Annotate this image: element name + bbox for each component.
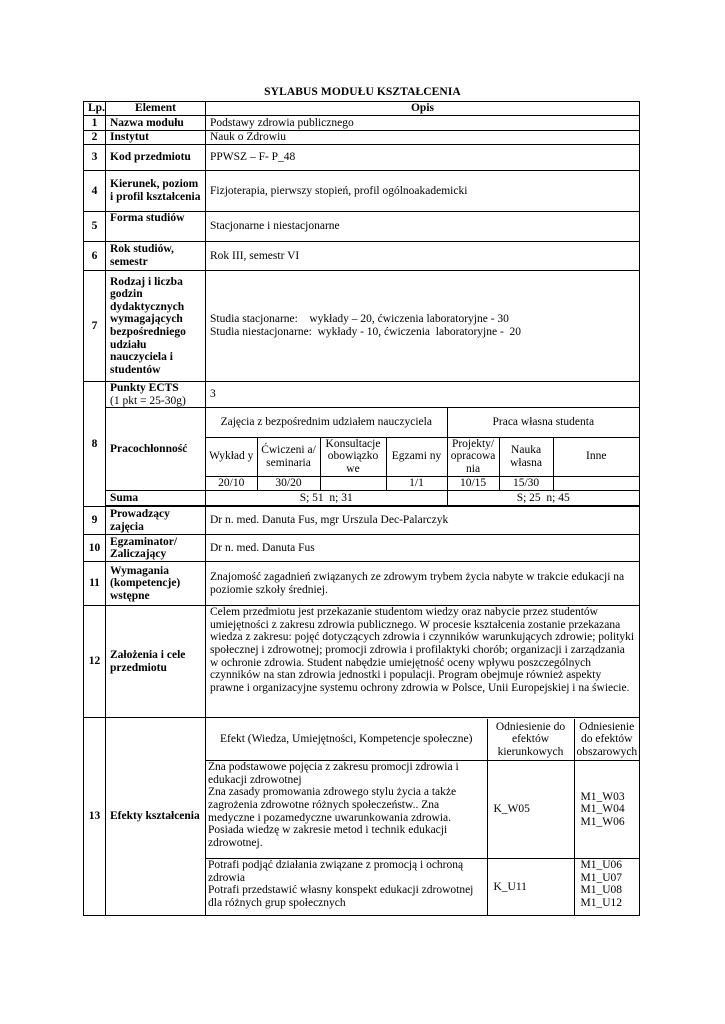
knowledge-outcome-text: Zna podstawowe pojęcia z zakresu promocji zdrowia i edukacji zdrowotnej Zna zasady promowania zdrowego stylu życia a także zagrożenia zdrowotne różnych społeczeństw.. Zna medyczne i pozamedyczne uwarunkowania zdrowia. Posiada wiedzę w zakresie metod i technik edukacji zdrowotnej. <box>206 761 487 859</box>
row-number: 10 <box>84 535 106 562</box>
sum-grid <box>206 491 640 506</box>
knowledge-field-ref: K_W05 <box>487 761 574 859</box>
row-number: 11 <box>84 562 106 606</box>
element-name: Efekty kształcenia <box>106 718 206 916</box>
element-name: Prowadzący zajęcia <box>106 507 206 535</box>
col-consultations: Konsultacje obowiązko we <box>320 437 386 476</box>
header-lp: Lp. <box>84 102 106 116</box>
val-self-learning: 15/30 <box>499 476 553 490</box>
col-other: Inne <box>553 437 639 476</box>
row-number: 2 <box>84 131 106 145</box>
header-row <box>84 102 640 116</box>
element-name: Forma studiów <box>106 212 206 242</box>
skills-field-ref: K_U11 <box>487 859 574 915</box>
row-2 <box>84 131 640 145</box>
col-projects: Projekty/ opracowa nia <box>447 437 499 476</box>
val-projects: 10/15 <box>447 476 499 490</box>
element-name: Rok studiów, semestr <box>106 242 206 271</box>
element-name: Wymagania (kompetencje) wstępne <box>106 562 206 606</box>
ects-label: Punkty ECTS <box>110 382 179 394</box>
element-name: Rodzaj i liczba godzin dydaktycznych wymagających bezpośredniego udziału nauczyciela i studentów <box>106 271 206 382</box>
row-number: 4 <box>84 171 106 212</box>
instructors-value: Dr n. med. Danuta Fus, mgr Urszula Dec-Palarczyk <box>206 507 640 535</box>
workload-grid <box>206 408 640 491</box>
row-7 <box>84 271 640 382</box>
year-semester-value: Rok III, semestr VI <box>206 242 640 271</box>
row-9 <box>84 507 640 535</box>
col-self-learning: Nauka własna <box>499 437 553 476</box>
hours-nonstationary: Studia niestacjonarne: wykłady - 10, ćwiczenia laboratoryjne - 20 <box>210 326 522 338</box>
module-name-value: Podstawy zdrowia publicznego <box>206 116 640 131</box>
self-study-group: Praca własna studenta <box>447 408 639 437</box>
row-number: 7 <box>84 271 106 382</box>
row-number: 3 <box>84 145 106 171</box>
area-outcome-header: Odniesienie do efektów obszarowych <box>574 719 639 761</box>
workload-label: Pracochłonność <box>106 408 206 491</box>
row-3 <box>84 145 640 171</box>
syllabus-table <box>83 101 640 916</box>
hours-stationary: Studia stacjonarne: wykłady – 20, ćwiczenia laboratoryjne - 30 <box>210 313 509 326</box>
outcome-header: Efekt (Wiedza, Umiejętności, Kompetencje społeczne) <box>206 719 487 761</box>
row-4 <box>84 171 640 212</box>
skills-outcome-text: Potrafi podjąć działania związane z promocją i ochroną zdrowia Potrafi przedstawić własny konspekt edukacji zdrowotnej dla różnych grup społecznych <box>206 859 487 915</box>
sum-direct-value: S; 51 n; 31 <box>206 491 447 505</box>
teaching-hours-value <box>206 271 640 382</box>
element-name: Instytut <box>106 131 206 145</box>
row-number: 1 <box>84 116 106 131</box>
row-5 <box>84 212 640 242</box>
direct-contact-group: Zajęcia z bezpośrednim udziałem nauczyciela <box>206 408 447 437</box>
field-outcome-header: Odniesienie do efektów kierunkowych <box>487 719 574 761</box>
row-10 <box>84 535 640 562</box>
val-lectures: 20/10 <box>206 476 257 490</box>
row-workload <box>84 408 640 491</box>
row-11 <box>84 562 640 606</box>
knowledge-area-ref: M1_W03 M1_W04 M1_W06 <box>574 761 639 859</box>
row-ects <box>84 382 640 408</box>
examiner-value: Dr n. med. Danuta Fus <box>206 535 640 562</box>
val-consultations <box>320 476 386 490</box>
row-number: 6 <box>84 242 106 271</box>
field-of-study-value: Fizjoterapia, pierwszy stopień, profil ogólnoakademicki <box>206 171 640 212</box>
row-6 <box>84 242 640 271</box>
row-number: 13 <box>84 718 106 916</box>
val-exams: 1/1 <box>386 476 447 490</box>
element-name: Nazwa modułu <box>106 116 206 131</box>
row-12 <box>84 606 640 718</box>
ects-sub-label: (1 pkt = 25-30g) <box>110 394 186 407</box>
val-other <box>553 476 639 490</box>
institute-value: Nauk o Zdrowiu <box>206 131 640 145</box>
element-name: Założenia i cele przedmiotu <box>106 606 206 718</box>
sum-self-value: S; 25 n; 45 <box>447 491 639 505</box>
row-1 <box>84 116 640 131</box>
val-exercises: 30/20 <box>257 476 320 490</box>
element-name: Kod przedmiotu <box>106 145 206 171</box>
row-number: 9 <box>84 507 106 535</box>
row-number: 12 <box>84 606 106 718</box>
sum-label: Suma <box>106 491 206 506</box>
col-exercises: Ćwiczeni a/ seminaria <box>257 437 320 476</box>
course-code-value: PPWSZ – F- P_48 <box>206 145 640 171</box>
row-number: 5 <box>84 212 106 242</box>
course-objectives-value: Celem przedmiotu jest przekazanie studentom wiedzy oraz nabycie przez studentów umiejętności z zakresu zdrowia publicznego. W procesie kształcenia zostanie przekazana wiedza z zakresu: pojęć dotyczących zdrowia i czynników warunkujących zdrowie; polityki społecznej i zdrowotnej; promocji zdrowia i profilaktyki chorób; organizacji i zarządzania w ochronie zdrowia. Student nabędzie umiejętność oceny wpływu poszczególnych czynników na stan zdrowia jednostki i populacji. Program obejmuje również aspekty prawne i organizacyjne systemu ochrony zdrowia w Polsce, Unii Europejskiej i na świecie. <box>206 606 640 718</box>
skills-area-ref: M1_U06 M1_U07 M1_U08 M1_U12 <box>574 859 639 915</box>
header-opis: Opis <box>206 102 640 116</box>
row-number: 8 <box>84 382 106 507</box>
row-sum <box>84 491 640 506</box>
col-lectures: Wykład y <box>206 437 257 476</box>
ects-label-cell <box>106 382 206 408</box>
learning-outcomes-grid <box>206 718 640 916</box>
prerequisites-value: Znajomość zagadnień związanych ze zdrowym trybem życia nabyte w trakcie edukacji na poziomie szkoły średniej. <box>206 562 640 606</box>
element-name: Kierunek, poziom i profil kształcenia <box>106 171 206 212</box>
ects-value: 3 <box>206 382 640 408</box>
element-name: Egzaminator/ Zaliczający <box>106 535 206 562</box>
document-title: SYLABUS MODUŁU KSZTAŁCENIA <box>264 86 461 98</box>
col-exams: Egzami ny <box>386 437 447 476</box>
header-element: Element <box>106 102 206 116</box>
study-form-value: Stacjonarne i niestacjonarne <box>206 212 640 242</box>
row-13 <box>84 718 640 916</box>
